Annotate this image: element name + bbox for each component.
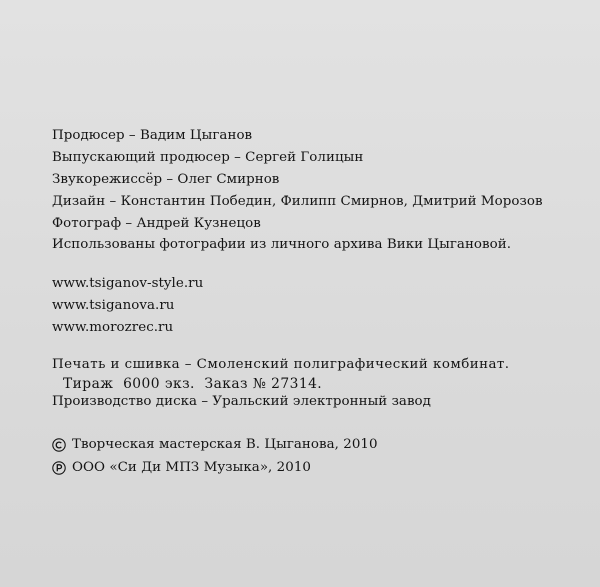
credit-sound-engineer: Звукорежиссёр – Олег Смирнов: [52, 172, 280, 187]
copyright-line: [52, 436, 378, 454]
copyright-text: Творческая мастерская В. Цыганова, 2010: [72, 437, 378, 452]
credit-producer: Продюсер – Вадим Цыганов: [52, 128, 253, 143]
phonogram-copyright-icon: [52, 461, 66, 475]
website-link[interactable]: www.morozrec.ru: [52, 320, 174, 335]
copyright-icon: [52, 438, 66, 452]
phonogram-text: ООО «Си Ди МПЗ Музыка», 2010: [72, 460, 311, 475]
website-link[interactable]: www.tsiganov-style.ru: [52, 276, 204, 291]
phonogram-line: [52, 459, 311, 477]
disc-manufacturer: Производство диска – Уральский электронный завод: [52, 394, 431, 409]
credit-design: Дизайн – Константин Победин, Филипп Смирнов, Дмитрий Морозов: [52, 194, 543, 209]
website-link[interactable]: www.tsiganova.ru: [52, 298, 175, 313]
print-run-info: Тираж 6000 экз. Заказ № 27314.: [63, 376, 323, 392]
printing-info: Печать и сшивка – Смоленский полиграфический комбинат.: [52, 357, 510, 372]
credit-executive-producer: Выпускающий продюсер – Сергей Голицын: [52, 150, 364, 165]
credit-photo-archive-note: Использованы фотографии из личного архива Вики Цыгановой.: [52, 237, 512, 252]
credit-photographer: Фотограф – Андрей Кузнецов: [52, 216, 261, 231]
